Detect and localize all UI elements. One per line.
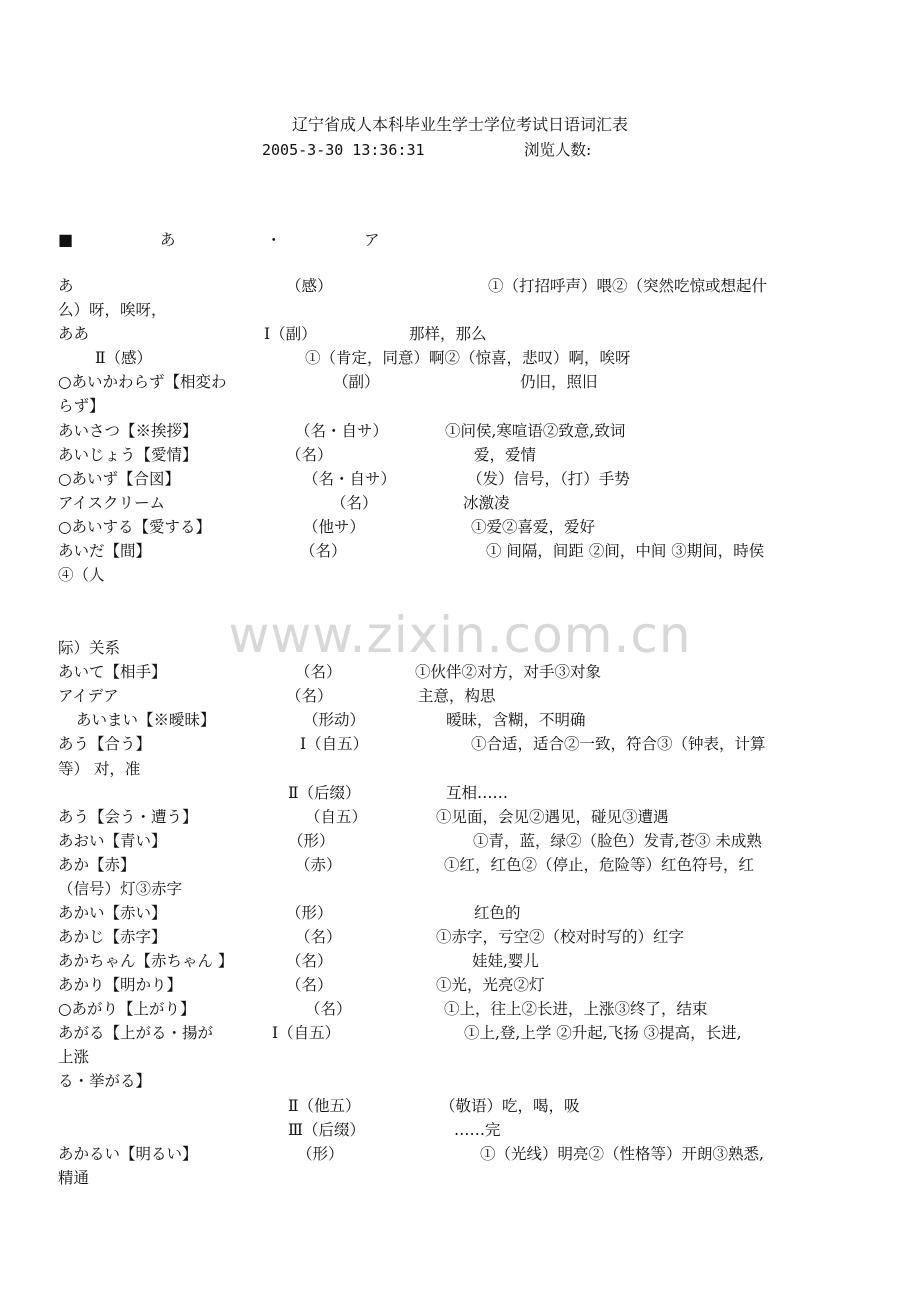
entry-word: ○あいず【合図】: [58, 470, 181, 488]
entry-word: ああ: [58, 325, 90, 343]
entry-pos: （自五）: [305, 808, 368, 826]
entry-pos: Ⅰ（副）: [264, 325, 317, 343]
document-title: 辽宁省成人本科毕业生学士学位考试日语词汇表: [291, 115, 628, 134]
entry-word: る・挙がる】: [58, 1072, 152, 1090]
entry-pos: （名）: [286, 952, 333, 970]
entry-pos: （形）: [297, 1145, 344, 1163]
entry-word: 等） 对，准: [58, 760, 141, 778]
entry-word: あいじょう【愛情】: [58, 446, 198, 464]
publish-date: 2005-3-30 13:36:31: [262, 141, 425, 159]
entry-pos: （感）: [286, 277, 333, 295]
entry-pos: Ⅲ（后缀）: [288, 1121, 365, 1139]
entry-meaning: ①上,登,上学 ②升起,飞扬 ③提高，长进,: [464, 1024, 742, 1042]
entry-pos: Ⅰ（自五）: [300, 735, 369, 753]
entry-meaning: 暧昧，含糊，不明确: [446, 711, 586, 729]
entry-pos: （形动）: [303, 711, 366, 729]
entry-word: 上涨: [58, 1048, 90, 1066]
entry-word: アイデア: [58, 687, 119, 705]
entry-word: あ: [58, 277, 74, 295]
entry-pos: （名）: [305, 1000, 352, 1018]
entry-word: あかり【明かり】: [58, 976, 183, 994]
entry-meaning: 娃娃,婴儿: [472, 952, 539, 970]
entry-word: あいて【相手】: [58, 663, 167, 681]
entry-meaning: ①合适，适合②一致，符合③（钟表，计算: [471, 735, 766, 753]
entry-pos: Ⅰ（自五）: [272, 1024, 341, 1042]
entry-word: あおい【青い】: [58, 832, 167, 850]
entry-meaning: 爱，爱情: [474, 446, 537, 464]
entry-word: あかい【赤い】: [58, 904, 167, 922]
entry-word: 精通: [58, 1169, 90, 1187]
entry-meaning: 互相……: [446, 784, 509, 802]
entry-meaning: ①（光线）明亮②（性格等）开朗③熟悉,: [480, 1145, 764, 1163]
entry-word: ④（人: [58, 566, 105, 584]
entry-meaning: 冰激凌: [463, 494, 510, 512]
entry-pos: Ⅱ（他五）: [288, 1097, 361, 1115]
entry-meaning: ①赤字，亏空②（校对时写的）红字: [436, 928, 685, 946]
entry-meaning: ①问侯,寒喧语②致意,致词: [445, 422, 626, 440]
entry-word: らず】: [58, 397, 105, 415]
entry-pos: （名）: [286, 976, 333, 994]
entry-pos: （赤）: [295, 856, 342, 874]
section-kana-hiragana: あ: [160, 231, 176, 249]
entry-pos: （他サ）: [303, 518, 366, 536]
entry-meaning: ①爱②喜爱，爱好: [471, 518, 596, 536]
section-square-icon: ■: [58, 230, 74, 249]
entry-word: 际）关系: [58, 639, 121, 657]
entry-meaning: ……完: [454, 1121, 501, 1139]
entry-meaning: ①光，光亮②灯: [436, 976, 545, 994]
entry-meaning: ①伙伴②对方，对手③对象: [415, 663, 602, 681]
entry-meaning: 红色的: [474, 904, 521, 922]
entry-pos: （形）: [286, 904, 333, 922]
entry-word: Ⅱ（感）: [95, 349, 153, 367]
watermark: www.zixin.com.cn: [228, 606, 692, 664]
entry-meaning: 仍旧，照旧: [520, 373, 598, 391]
entry-meaning: ①（打招呼声）喂②（突然吃惊或想起什: [488, 277, 768, 295]
entry-meaning: 主意，构思: [418, 687, 496, 705]
entry-word: あがる【上がる・揚が: [58, 1024, 214, 1042]
entry-word: ○あいかわらず【相変わ: [58, 373, 227, 391]
entry-meaning: 那样，那么: [409, 325, 487, 343]
entry-pos: （形）: [288, 832, 335, 850]
entry-word: （信号）灯③赤字: [58, 880, 183, 898]
entry-word: あかちゃん【赤ちゃん 】: [58, 952, 234, 970]
entry-meaning: （敬语）吃，喝，吸: [440, 1097, 580, 1115]
entry-meaning: （发）信号，（打）手势: [467, 470, 630, 488]
entry-word: あう【合う】: [58, 735, 152, 753]
entry-pos: （名・自サ）: [295, 422, 389, 440]
entry-meaning: ①见面，会见②遇见，碰见③遭遇: [436, 808, 669, 826]
entry-pos: （副）: [333, 373, 380, 391]
entry-word: あかじ【赤字】: [58, 928, 167, 946]
entry-meaning: ①青，蓝，绿②（脸色）发青,苍③ 未成熟: [473, 832, 762, 850]
entry-pos: （名）: [331, 494, 378, 512]
views-label: 浏览人数:: [524, 141, 592, 159]
entry-word: あかるい【明るい】: [58, 1145, 198, 1163]
entry-word: あう【会う・遭う】: [58, 808, 198, 826]
entry-meaning: ①红，红色②（停止，危险等）红色符号，红: [444, 856, 755, 874]
entry-word: あいまい【※曖昧】: [76, 711, 216, 729]
entry-pos: （名・自サ）: [303, 470, 397, 488]
section-dot: ・: [266, 231, 282, 249]
entry-word: ○あいする【愛する】: [58, 518, 212, 536]
entry-pos: Ⅱ（后缀）: [288, 784, 361, 802]
entry-word: アイスクリーム: [58, 494, 165, 512]
entry-pos: （名）: [295, 928, 342, 946]
entry-pos: （名）: [295, 663, 342, 681]
entry-meaning: ①上，往上②长进，上涨③终了，结束: [444, 1000, 708, 1018]
section-kana-katakana: ア: [364, 231, 380, 249]
entry-pos: （名）: [286, 687, 333, 705]
entry-pos: （名）: [286, 446, 333, 464]
entry-word: あいだ【間】: [58, 542, 152, 560]
entry-pos: ①（肯定，同意）啊②（惊喜，悲叹）啊，唉呀: [305, 349, 631, 367]
entry-pos: （名）: [300, 542, 347, 560]
entry-word: あか【赤】: [58, 856, 136, 874]
entry-word: あいさつ【※挨拶】: [58, 422, 198, 440]
entry-word: ○あがり【上がり】: [58, 1000, 196, 1018]
entry-meaning: ① 间隔，间距 ②间，中间 ③期间，時侯: [486, 542, 765, 560]
entry-word: 么）呀，唉呀，: [58, 301, 167, 319]
